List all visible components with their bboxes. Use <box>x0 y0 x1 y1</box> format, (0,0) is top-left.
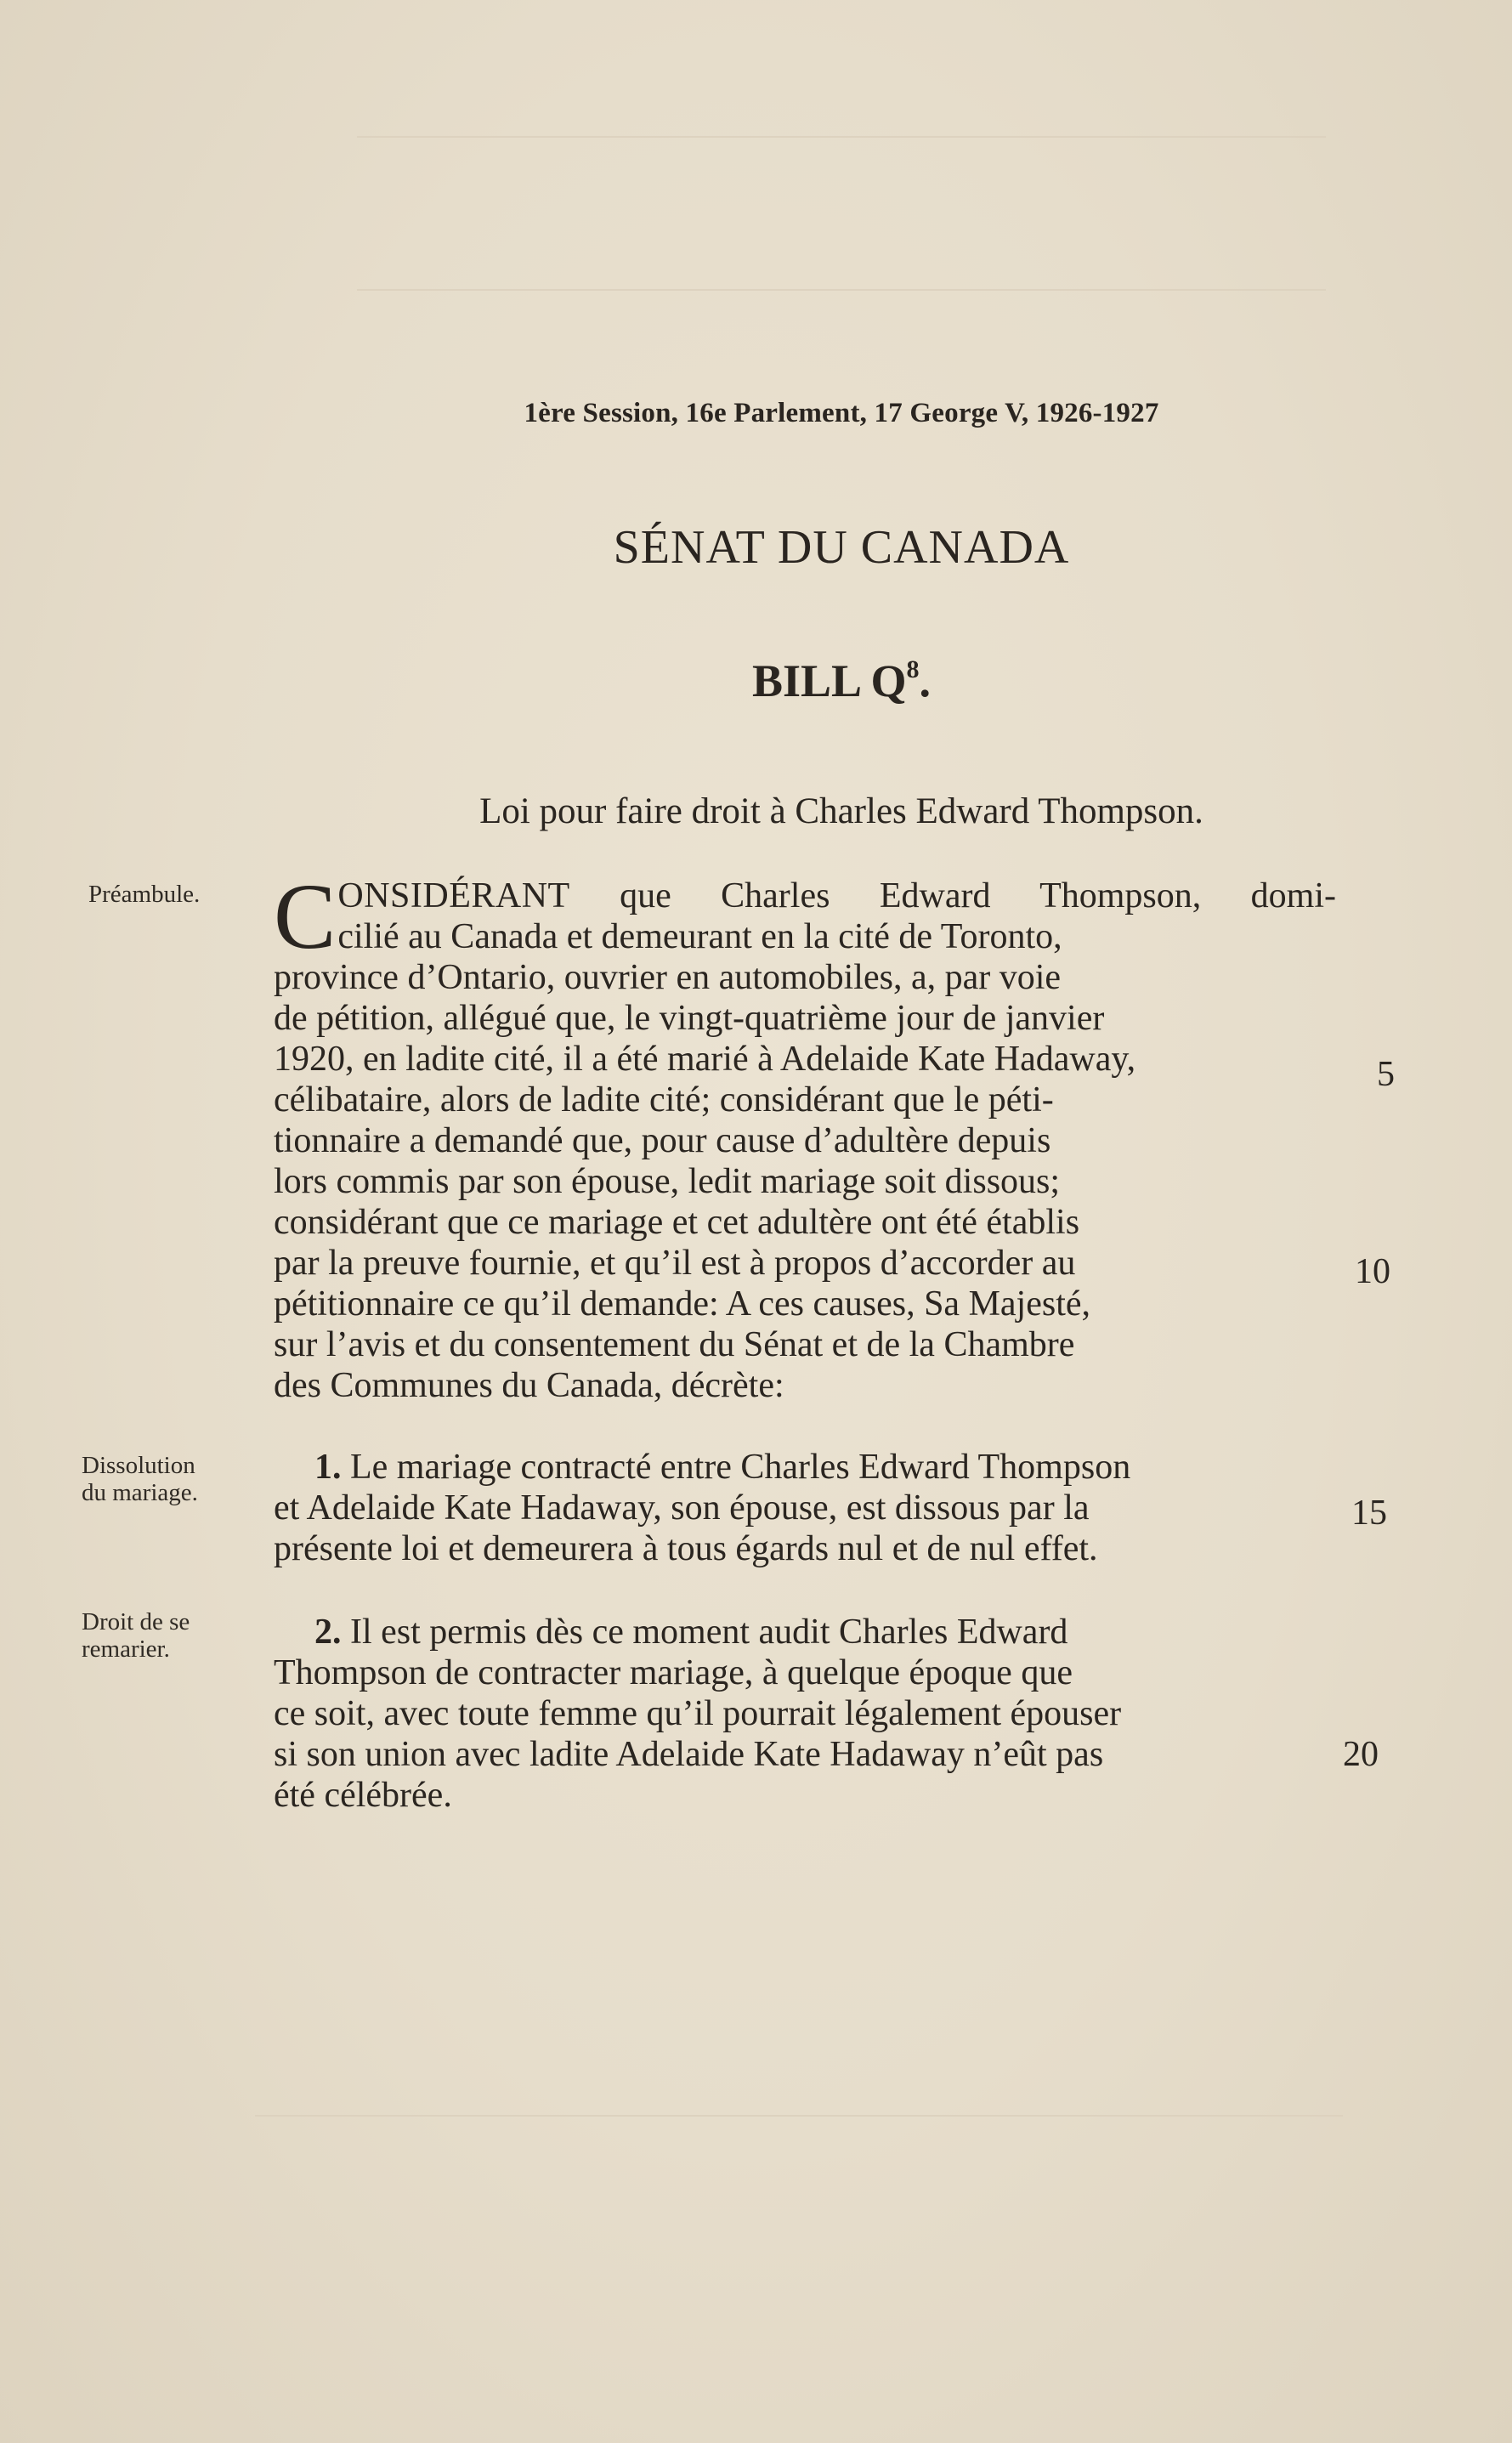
bill-suffix: . <box>919 655 932 706</box>
preamble-line-rest: que Charles Edward Thompson, domi- <box>569 876 1336 915</box>
preamble-line: sur l’avis et du consentement du Sénat et de la Chambre <box>274 1325 1075 1364</box>
preamble-line: pétitionnaire ce qu’il demande: A ces causes, Sa Majesté, <box>274 1284 1091 1324</box>
drop-cap: C <box>274 864 337 968</box>
line-number: 10 <box>1355 1252 1390 1291</box>
margin-note-line: remarier. <box>82 1635 170 1663</box>
section-line <box>274 1612 1336 1652</box>
section-line: présente loi et demeurera à tous égards nul et de nul effet. <box>274 1529 1098 1568</box>
show-through-line <box>357 289 1326 291</box>
preamble-line: tionnaire a demandé que, pour cause d’adultère depuis <box>274 1121 1051 1160</box>
preamble-opening-word: ONSIDÉRANT <box>337 876 570 915</box>
preamble-paragraph <box>274 864 1336 1406</box>
preamble-line: 1920, en ladite cité, il a été marié à Adelaide Kate Hadaway, <box>274 1040 1136 1079</box>
bill-number <box>374 655 1309 707</box>
bill-superscript: 8 <box>906 655 920 683</box>
section-line: si son union avec ladite Adelaide Kate Hadaway n’eût pas <box>274 1735 1104 1774</box>
line-number: 15 <box>1351 1494 1387 1533</box>
bill-title: Loi pour faire droit à Charles Edward Thompson. <box>479 791 1203 831</box>
section-1-paragraph <box>274 1447 1336 1569</box>
section-line: été célébrée. <box>274 1776 452 1815</box>
preamble-line: lors commis par son épouse, ledit mariage soit dissous; <box>274 1162 1061 1201</box>
section-line: et Adelaide Kate Hadaway, son épouse, est dissous par la <box>274 1488 1090 1528</box>
preamble-line: considérant que ce mariage et cet adultère ont été établis <box>274 1203 1080 1242</box>
margin-note-dissolution <box>82 1452 198 1506</box>
preamble-line: de pétition, allégué que, le vingt-quatrième jour de janvier <box>274 999 1105 1038</box>
section-2-paragraph <box>274 1612 1336 1816</box>
margin-note-remarry <box>82 1608 190 1663</box>
margin-note-line: du mariage. <box>82 1479 198 1506</box>
section-number: 1. <box>314 1448 342 1487</box>
preamble-line: cilié au Canada et demeurant en la cité de Toronto, <box>337 917 1062 956</box>
session-line: 1ère Session, 16e Parlement, 17 George V, 1926-1927 <box>524 398 1159 428</box>
margin-note-line: Droit de se <box>82 1608 190 1635</box>
section-number: 2. <box>314 1613 342 1652</box>
show-through-line <box>357 136 1326 138</box>
line-number: 20 <box>1343 1735 1379 1774</box>
margin-note-preamble: Préambule. <box>88 881 201 908</box>
preamble-line <box>274 876 1336 916</box>
preamble-line: province d’Ontario, ouvrier en automobiles, a, par voie <box>274 958 1062 997</box>
section-text: Le mariage contracté entre Charles Edward Thompson <box>341 1448 1131 1487</box>
preamble-line: célibataire, alors de ladite cité; considérant que le péti- <box>274 1080 1054 1119</box>
section-line <box>274 1447 1336 1488</box>
section-text: Il est permis dès ce moment audit Charles Edward <box>341 1613 1068 1652</box>
bill-label: BILL Q <box>751 655 907 706</box>
chamber-heading: SÉNAT DU CANADA <box>613 521 1070 574</box>
line-number: 5 <box>1377 1055 1395 1094</box>
show-through-line <box>255 2115 1343 2117</box>
preamble-line: des Communes du Canada, décrète: <box>274 1366 784 1405</box>
section-line: Thompson de contracter mariage, à quelque époque que <box>274 1653 1073 1692</box>
section-line: ce soit, avec toute femme qu’il pourrait légalement épouser <box>274 1694 1122 1733</box>
preamble-line: par la preuve fournie, et qu’il est à propos d’accorder au <box>274 1244 1076 1283</box>
margin-note-line: Dissolution <box>82 1452 195 1479</box>
